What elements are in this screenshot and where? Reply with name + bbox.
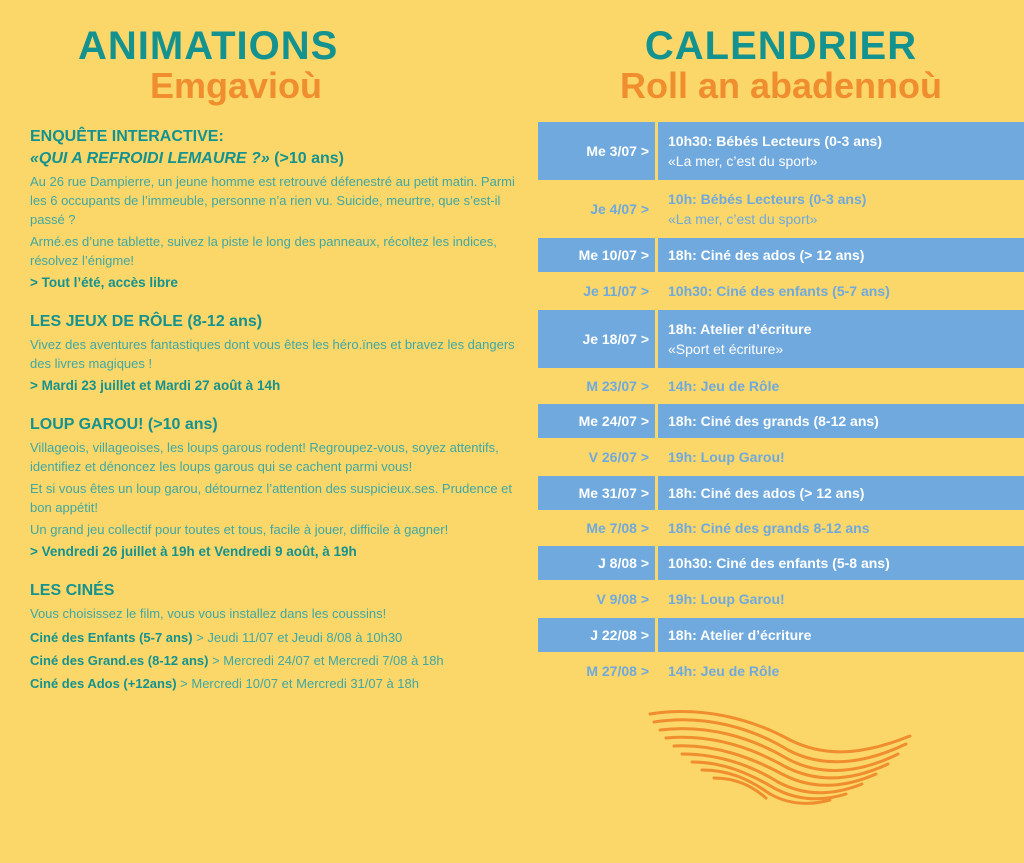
- event-extra: «Sport et écriture»: [668, 341, 784, 357]
- row-event: [658, 310, 1024, 368]
- row-event: [658, 272, 1024, 310]
- row-event: [658, 580, 1024, 618]
- cine-line: [30, 626, 530, 649]
- enquete-age: (>10 ans): [269, 150, 344, 167]
- row-date: Je 18/07 >: [582, 331, 649, 347]
- jeux-highlight: > Mardi 23 juillet et Mardi 27 août à 14h: [30, 378, 281, 393]
- row-date: J 8/08 >: [598, 555, 649, 571]
- cine-line: [30, 672, 530, 695]
- row-event: [658, 180, 1024, 238]
- event-main: 10h: Bébés Lecteurs (0-3 ans): [668, 191, 867, 207]
- jeux-para-1: Vivez des aventures fantastiques dont vous êtes les héro.ïnes et bravez les dangers des livres magiques !: [30, 337, 515, 371]
- calendar-row: [538, 404, 1024, 438]
- loup-para-3: Un grand jeu collectif pour toutes et tous, facile à jouer, difficile à gagner!: [30, 522, 449, 537]
- event-main: 14h: Jeu de Rôle: [668, 378, 780, 394]
- row-date: J 22/08 >: [590, 627, 649, 643]
- animations-subtitle: Emgavioù: [150, 65, 323, 106]
- enquete-para-1: Au 26 rue Dampierre, un jeune homme est retrouvé défenestré au petit matin. Parmi les 6 occupants de l’immeuble, personne n’a rien vu. Suicide, meurtre, que s’est-il passé ?: [30, 174, 515, 227]
- row-event: [658, 368, 1024, 404]
- calendar-row: [538, 368, 1024, 404]
- calendar-row: [538, 438, 1024, 476]
- cine-dates: > Mercredi 24/07 et Mercredi 7/08 à 18h: [208, 653, 444, 668]
- calendar-row: [538, 510, 1024, 546]
- calendar-table: [538, 122, 1024, 690]
- row-date: V 9/08 >: [596, 591, 649, 607]
- row-event: [658, 122, 1024, 180]
- event-main: 18h: Atelier d’écriture: [668, 321, 812, 337]
- row-event: [658, 404, 1024, 438]
- calendar-column: [538, 0, 1024, 690]
- event-main: 18h: Ciné des ados (> 12 ans): [668, 247, 865, 263]
- enquete-subtitle: [30, 148, 530, 170]
- calendar-row: [538, 310, 1024, 368]
- calendar-row: [538, 580, 1024, 618]
- row-date: Me 10/07 >: [578, 247, 649, 263]
- row-event: [658, 510, 1024, 546]
- row-event: [658, 618, 1024, 652]
- row-date: Me 7/08 >: [586, 520, 649, 536]
- row-date: Me 24/07 >: [578, 413, 649, 429]
- animations-title: ANIMATIONS: [78, 24, 339, 68]
- event-main: 18h: Ciné des grands 8-12 ans: [668, 520, 870, 536]
- section-loup: [30, 414, 530, 562]
- calendar-subtitle: Roll an abadennoù: [619, 65, 942, 106]
- calendar-row: [538, 652, 1024, 690]
- calendar-row: [538, 122, 1024, 180]
- event-main: 19h: Loup Garou!: [668, 449, 785, 465]
- cine-label: Ciné des Grand.es (8-12 ans): [30, 653, 209, 668]
- wave-illustration-icon: [640, 700, 920, 810]
- row-date: Je 11/07 >: [583, 283, 649, 299]
- enquete-highlight: > Tout l’été, accès libre: [30, 275, 178, 290]
- event-main: 18h: Ciné des grands (8-12 ans): [668, 413, 879, 429]
- event-extra: «La mer, c’est du sport»: [668, 211, 818, 227]
- loup-highlight: > Vendredi 26 juillet à 19h et Vendredi 9 août, à 19h: [30, 544, 357, 559]
- event-main: 10h30: Bébés Lecteurs (0-3 ans): [668, 133, 882, 149]
- event-main: 14h: Jeu de Rôle: [668, 663, 780, 679]
- calendar-row: [538, 180, 1024, 238]
- loup-title: LOUP GAROU! (>10 ans): [30, 416, 218, 433]
- section-enquete: [30, 126, 530, 293]
- jeux-title: LES JEUX DE RÔLE (8-12 ans): [30, 313, 263, 330]
- loup-para-1: Villageois, villageoises, les loups garous rodent! Regroupez-vous, soyez attentifs, identifiez et dénoncez les loups garous qui se cachent parmi vous!: [30, 440, 499, 474]
- animations-column: [30, 0, 530, 695]
- cine-label: Ciné des Ados (+12ans): [30, 676, 177, 691]
- row-event: [658, 476, 1024, 510]
- calendar-row: [538, 546, 1024, 580]
- event-main: 10h30: Ciné des enfants (5-7 ans): [668, 283, 890, 299]
- enquete-para-2: Armé.es d’une tablette, suivez la piste le long des panneaux, récoltez les indices, résolvez l’énigme!: [30, 234, 497, 268]
- cines-title: LES CINÉS: [30, 582, 115, 599]
- cine-dates: > Jeudi 11/07 et Jeudi 8/08 à 10h30: [192, 630, 403, 645]
- row-event: [658, 546, 1024, 580]
- calendar-row: [538, 272, 1024, 310]
- calendar-title: CALENDRIER: [644, 24, 918, 68]
- event-main: 10h30: Ciné des enfants (5-8 ans): [668, 555, 890, 571]
- cine-label: Ciné des Enfants (5-7 ans): [30, 630, 193, 645]
- calendar-row: [538, 238, 1024, 272]
- row-date: M 23/07 >: [586, 378, 649, 394]
- calendar-row: [538, 476, 1024, 510]
- event-main: 18h: Atelier d’écriture: [668, 627, 812, 643]
- row-event: [658, 652, 1024, 690]
- row-date: Me 3/07 >: [586, 143, 649, 159]
- loup-para-2: Et si vous êtes un loup garou, détournez l’attention des suspicieux.ses. Prudence et bon appétit!: [30, 481, 513, 515]
- row-date: V 26/07 >: [588, 449, 649, 465]
- enquete-title: ENQUÊTE INTERACTIVE:: [30, 128, 224, 145]
- enquete-quote: «QUI A REFROIDI LEMAURE ?»: [30, 150, 270, 167]
- row-date: Je 4/07 >: [590, 201, 649, 217]
- row-event: [658, 438, 1024, 476]
- calendar-row: [538, 618, 1024, 652]
- section-jeux: [30, 311, 530, 396]
- cine-dates: > Mercredi 10/07 et Mercredi 31/07 à 18h: [176, 676, 419, 691]
- event-main: 18h: Ciné des ados (> 12 ans): [668, 485, 865, 501]
- event-main: 19h: Loup Garou!: [668, 591, 785, 607]
- event-extra: «La mer, c’est du sport»: [668, 153, 818, 169]
- cine-line: [30, 649, 530, 672]
- row-event: [658, 238, 1024, 272]
- row-date: Me 31/07 >: [578, 485, 649, 501]
- section-cines: [30, 580, 530, 695]
- cines-para-1: Vous choisissez le film, vous vous installez dans les coussins!: [30, 606, 387, 621]
- row-date: M 27/08 >: [586, 663, 649, 679]
